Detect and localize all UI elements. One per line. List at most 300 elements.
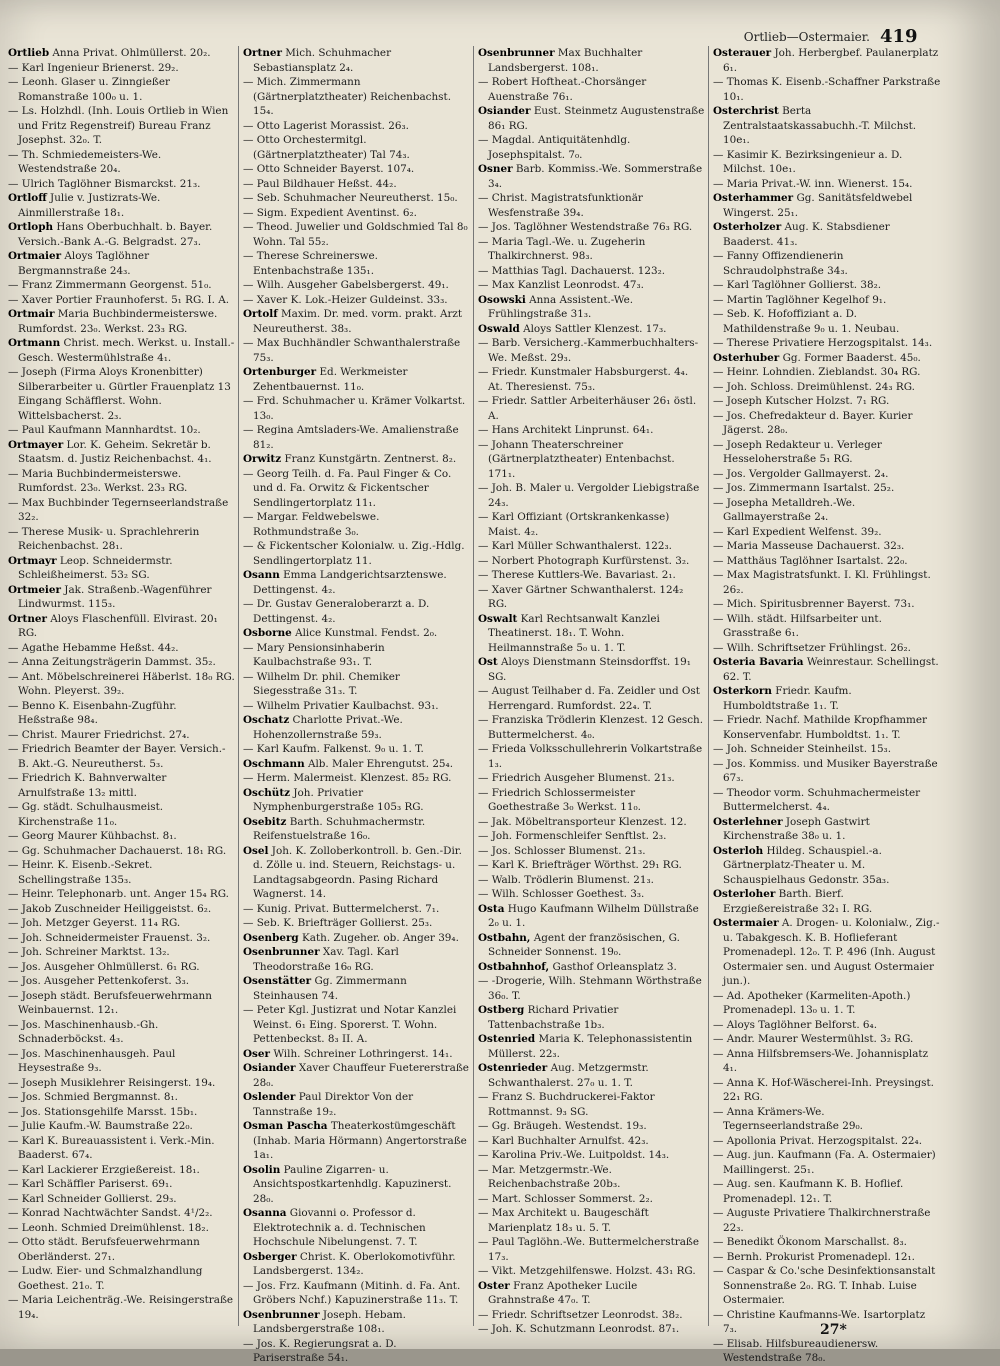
entry-details: Jak. Straßenb.-Wagenführer Lindwurmst. 115₃.	[18, 583, 212, 610]
directory-entry	[478, 1119, 705, 1134]
entry-surname: Osel	[243, 844, 269, 857]
directory-entry	[243, 699, 470, 714]
entry-details: — Christ. Magistratsfunktionär Wesfenstraße 39₄.	[478, 192, 643, 219]
directory-entry	[478, 902, 705, 931]
directory-entry	[243, 1119, 470, 1163]
directory-entry	[243, 510, 470, 539]
entry-details: — Friedrich Beamter der Bayer. Versich.-B. Akt.-G. Neureutherst. 5₃.	[8, 743, 226, 770]
directory-entry	[478, 1192, 705, 1207]
directory-entry	[8, 46, 235, 61]
entry-surname: Oswald	[478, 322, 520, 335]
directory-entry	[8, 829, 235, 844]
directory-entry	[243, 931, 470, 946]
entry-details: Lor. K. Geheim. Sekretär b. Staatsm. d. Justiz Reichenbachst. 4₁.	[18, 438, 212, 465]
directory-entry	[8, 307, 235, 336]
directory-entry	[713, 293, 941, 308]
directory-entry	[243, 423, 470, 452]
directory-entry	[478, 844, 705, 859]
directory-entry	[478, 786, 705, 815]
directory-entry	[713, 612, 941, 641]
directory-entry	[8, 583, 235, 612]
entry-details: Joh. K. Zolloberkontroll. b. Gen.-Dir. d. Zölle u. ind. Steuern, Reichstags- u. Landtagsabgeordn. Pasing Richard Wagnerst. 14.	[253, 844, 462, 900]
directory-entry	[8, 75, 235, 104]
directory-entry	[713, 989, 941, 1018]
entry-surname: Osterholzer	[713, 221, 782, 233]
directory-entry	[8, 916, 235, 931]
directory-entry	[478, 1163, 705, 1192]
page-number: 419	[880, 26, 918, 47]
entry-details: — Jakob Zuschneider Heiliggeistst. 6₂.	[8, 902, 212, 915]
directory-entry	[713, 496, 941, 525]
running-header: Ortlieb—Ostermaier.	[743, 30, 870, 44]
entry-details: Aloys Sattler Klenzest. 17₃.	[523, 322, 667, 335]
entry-details: — Heinr. K. Eisenb.-Sekret. Schellingstraße 135₃.	[8, 859, 153, 886]
entry-details: Franz Apotheker Lucile Grahnstraße 47₀. T.	[488, 1279, 638, 1306]
entry-surname: Ostbahn,	[478, 931, 531, 944]
directory-entry	[713, 1250, 941, 1265]
directory-entry	[8, 974, 235, 989]
directory-entry	[478, 829, 705, 844]
entry-surname: Ortmaier	[8, 250, 62, 262]
directory-entry	[243, 641, 470, 670]
entry-details: — Leonh. Schmied Dreimühlenst. 18₂.	[8, 1221, 209, 1234]
directory-entry	[243, 670, 470, 699]
directory-entry	[8, 249, 235, 278]
entry-details: — Theod. Juwelier und Goldschmied Tal 8₀ Wohn. Tal 55₂.	[243, 221, 468, 248]
directory-entry	[713, 365, 941, 380]
entry-details: — Xaver Gärtner Schwanthalerst. 124₂ RG.	[478, 583, 684, 610]
entry-surname: Osman Pascha	[243, 1120, 328, 1132]
entry-details: Hildeg. Schauspiel.-a. Gärtnerplatz-Theater u. M. Schauspielhaus Gedonstr. 35a₃.	[723, 844, 890, 886]
entry-surname: Ortmeier	[8, 583, 61, 596]
directory-entry	[8, 612, 235, 641]
entry-details: — Leonh. Glaser u. Zinngießer Romanstraße 100₀ u. 1.	[8, 76, 170, 103]
entry-details: Aug. K. Stabsdiener Baaderst. 41₃.	[723, 221, 890, 248]
entry-details: — Wilhelm Privatier Kaulbachst. 93₁.	[243, 699, 439, 712]
entry-details: — Xaver Portier Fraunhoferst. 5₁ RG. I. A.	[8, 293, 230, 306]
entry-details: — Wilh. Ausgeher Gabelsbergerst. 49₁.	[243, 279, 449, 291]
entry-details: — Jos. Zimmermann Isartalst. 25₂.	[713, 482, 895, 494]
entry-details: Weinrestaur. Schellingst. 62. T.	[723, 656, 939, 683]
entry-surname: Oslender	[243, 1091, 296, 1103]
directory-entry	[8, 278, 235, 293]
entry-details: — Christine Kaufmanns-We. Isartorplatz 7₃.	[713, 1308, 926, 1335]
entry-details: — Margar. Feldwebelswe. Rothmundstraße 3₀.	[243, 511, 380, 538]
directory-entry	[478, 1061, 705, 1090]
directory-entry	[8, 800, 235, 829]
directory-entry	[713, 1235, 941, 1250]
entry-surname: Ostermaier	[713, 917, 779, 929]
entry-surname: Ostenrieder	[478, 1062, 548, 1074]
directory-entry	[478, 568, 705, 583]
directory-entry	[478, 1322, 705, 1337]
directory-entry	[8, 148, 235, 177]
entry-details: — Max Buchbinder Tegernseerlandstraße 32₂.	[8, 496, 229, 523]
entry-details: Xaver Chauffeur Fuetererstraße 28₀.	[253, 1062, 469, 1089]
entry-details: — Benedikt Ökonom Marschallst. 8₃.	[713, 1236, 907, 1248]
entry-details: — Andr. Maurer Westermühlst. 3₂ RG.	[713, 1033, 914, 1045]
entry-surname: Oschmann	[243, 757, 305, 770]
directory-entry	[243, 293, 470, 308]
directory-entry	[713, 46, 941, 75]
entry-details: — Hans Architekt Linprunst. 64₁.	[478, 424, 654, 436]
directory-entry	[243, 394, 470, 423]
entry-surname: Ostbahnhof,	[478, 960, 550, 973]
entry-details: — Joseph Musiklehrer Reisingerst. 19₄.	[8, 1076, 216, 1089]
directory-entry	[243, 220, 470, 249]
directory-entry	[713, 394, 941, 409]
entry-surname: Osner	[478, 163, 513, 175]
entry-details: — Joh. Formenschleifer Senftlst. 2₃.	[478, 830, 667, 842]
entry-details: — Jos. Frz. Kaufmann (Mitinh. d. Fa. Ant. Gröbers Nchf.) Kapuzinerstraße 11₃. T.	[243, 1279, 461, 1306]
entry-details: — Anna Hilfsbremsers-We. Johannisplatz 4₁.	[713, 1047, 929, 1074]
directory-entry	[478, 1148, 705, 1163]
entry-details: — Heinr. Lohndien. Zieblandst. 30₄ RG.	[713, 366, 921, 378]
entry-details: — Magdal. Antiquitätenhdlg. Josephspitalst. 7₀.	[478, 134, 631, 161]
directory-entry	[713, 1076, 941, 1105]
directory-entry	[478, 481, 705, 510]
directory-entry	[713, 1047, 941, 1076]
entry-details: — Maria Masseuse Dachauerst. 32₃.	[713, 540, 905, 552]
entry-details: — Josepha Metalldreh.-We. Gallmayerstraße 2₄.	[713, 496, 856, 523]
directory-entry	[713, 713, 941, 742]
entry-details: — Paul Taglöhn.-We. Buttermelcherstraße 17₃.	[478, 1236, 700, 1263]
entry-details: Kath. Zugeher. ob. Anger 39₄.	[302, 931, 459, 944]
directory-entry	[8, 989, 235, 1018]
entry-details: Aloys Taglöhner Bergmannstraße 24₃.	[18, 250, 150, 277]
directory-entry	[478, 1003, 705, 1032]
directory-entry	[713, 351, 941, 366]
directory-entry	[478, 336, 705, 365]
entry-details: Karl Rechtsanwalt Kanzlei Theatinerst. 18₁. T. Wohn. Heilmannstraße 5₀ u. 1. T.	[488, 612, 660, 654]
directory-entry	[8, 61, 235, 76]
directory-entry	[478, 684, 705, 713]
entry-details: — Th. Schmiedemeisters-We. Westendstraße 20₄.	[8, 148, 162, 175]
entry-surname: Ortenburger	[243, 366, 317, 378]
directory-entry	[243, 568, 470, 597]
directory-entry	[8, 655, 235, 670]
entry-details: Barth. Bierf. Erzgießereistraße 32₁ I. RG.	[723, 888, 873, 915]
directory-column-2	[239, 46, 474, 1364]
entry-details: — Joseph (Firma Aloys Kronenbitter) Silberarbeiter u. Gürtler Frauenplatz 13 Eingang Schäfflerst. Wohn. Wittelsbacherst. 2₃.	[8, 366, 231, 422]
entry-details: Ed. Werkmeister Zehentbauernst. 11₀.	[253, 366, 408, 393]
entry-surname: Osenberg	[243, 931, 299, 944]
entry-details: — Thomas K. Eisenb.-Schaffner Parkstraße 10₁.	[713, 76, 941, 103]
directory-entry	[8, 960, 235, 975]
directory-entry	[713, 1206, 941, 1235]
entry-details: — Jos. Chefredakteur d. Bayer. Kurier Jägerst. 28₀.	[713, 409, 913, 436]
entry-details: — Aug. jun. Kaufmann (Fa. A. Ostermaier) Maillingerst. 25₁.	[713, 1149, 936, 1176]
entry-details: Pauline Zigarren- u. Ansichtspostkartenhdlg. Kapuzinerst. 28₀.	[253, 1163, 452, 1205]
entry-details: — Jak. Möbeltransporteur Klenzest. 12.	[478, 815, 687, 828]
entry-details: — Paul Bildhauer Heßst. 44₂.	[243, 177, 397, 190]
directory-entry	[8, 336, 235, 365]
entry-details: — Jos. Ausgeher Pettenkoferst. 3₃.	[8, 975, 190, 987]
entry-details: — Max Magistratsfunkt. I. Kl. Frühlingst. 26₂.	[713, 569, 931, 596]
directory-entry	[478, 1279, 705, 1308]
entry-details: — Kunig. Privat. Buttermelcherst. 7₁.	[243, 902, 440, 915]
directory-entry	[478, 713, 705, 742]
directory-entry	[243, 365, 470, 394]
entry-details: Gg. Former Baaderst. 45₀.	[782, 351, 921, 364]
directory-entry	[478, 278, 705, 293]
directory-entry	[243, 1337, 470, 1366]
directory-entry	[243, 1003, 470, 1047]
entry-surname: Ortmann	[8, 337, 61, 349]
entry-details: — Jos. Schlosser Blumenst. 21₃.	[478, 844, 646, 857]
entry-details: — Karl Lackierer Erzgießereist. 18₁.	[8, 1163, 200, 1176]
directory-entry	[478, 742, 705, 771]
entry-details: — Aloys Taglöhner Belforst. 6₄.	[713, 1018, 878, 1031]
entry-details: — Maria Tagl.-We. u. Zugeherin Thalkirchnerst. 98₃.	[478, 235, 646, 262]
entry-details: A. Drogen- u. Kolonialw., Zig.- u. Tabakgesch. K. B. Hoflieferant Promenadepl. 12₀. T. P. 496 (Inh. August Ostermaier sen. und August Ostermaier jun.).	[723, 917, 940, 987]
entry-details: — Julie Kaufm.-W. Baumstraße 22₀.	[8, 1120, 193, 1132]
entry-surname: Osenbrunner	[478, 47, 555, 59]
directory-entry	[8, 365, 235, 423]
entry-surname: Ostenried	[478, 1033, 536, 1045]
entry-details: Joh. Privatier Nymphenburgerstraße 105₃ RG.	[253, 786, 424, 813]
directory-entry	[478, 887, 705, 902]
directory-entry	[243, 974, 470, 1003]
entry-details: Theaterkostümgeschäft (Inhab. Maria Hörmann) Angertorstraße 1a₁.	[253, 1120, 467, 1161]
entry-details: — Anna Zeitungsträgerin Dammst. 35₂.	[8, 656, 216, 668]
entry-details: Anna Assistent.-We. Frühlingstraße 31₃.	[488, 293, 634, 320]
entry-details: Paul Direktor Von der Tannstraße 19₂.	[253, 1091, 414, 1118]
entry-details: — Mart. Schlosser Sommerst. 2₂.	[478, 1192, 653, 1205]
directory-entry	[8, 858, 235, 887]
directory-entry	[8, 945, 235, 960]
directory-entry	[8, 670, 235, 699]
entry-details: Alice Kunstmal. Fendst. 2₀.	[295, 627, 438, 639]
entry-details: Max Buchhalter Landsbergerst. 108₁.	[488, 47, 643, 74]
directory-entry	[243, 46, 470, 75]
directory-entry	[8, 1221, 235, 1236]
entry-details: — Gg. Schuhmacher Dachauerst. 18₁ RG.	[8, 844, 227, 857]
entry-details: — Max Kanzlist Leonrodst. 47₃.	[478, 279, 644, 291]
directory-entry	[8, 1293, 235, 1322]
entry-details: — Wilh. städt. Hilfsarbeiter unt. Grasstraße 6₁.	[713, 612, 882, 639]
entry-details: — Fanny Offizendienerin Schraudolphstraße 34₃.	[713, 250, 848, 277]
entry-surname: Osterlehner	[713, 815, 783, 828]
directory-entry	[713, 655, 941, 684]
entry-details: — Karl Offiziant (Ortskrankenkasse) Maist. 4₂.	[478, 511, 670, 538]
entry-details: — Friedr. Sattler Arbeiterhäuser 26₁ östl. A.	[478, 395, 697, 422]
directory-entry	[243, 1163, 470, 1207]
directory-entry	[8, 438, 235, 467]
entry-details: — Paul Kaufmann Mannhardtst. 10₂.	[8, 424, 201, 436]
entry-details: — Joh. Schloss. Dreimühlenst. 24₃ RG.	[713, 380, 915, 393]
directory-entry	[478, 1032, 705, 1061]
entry-details: — Georg Teilh. d. Fa. Paul Finger & Co. und d. Fa. Orwitz & Fickentscher Sendlingertorplatz 11₁.	[243, 467, 452, 509]
directory-entry	[478, 235, 705, 264]
entry-details: — Otto städt. Berufsfeuerwehrmann Oberländerst. 27₁.	[8, 1236, 200, 1263]
directory-entry	[243, 902, 470, 917]
entry-details: — Maria Privat.-W. inn. Wienerst. 15₄.	[713, 177, 913, 190]
directory-entry	[478, 394, 705, 423]
directory-entry	[713, 887, 941, 916]
directory-entry	[243, 278, 470, 293]
entry-details: — Otto Schneider Bayerst. 107₄.	[243, 163, 415, 175]
entry-details: — Joh. Schneidermeister Frauenst. 3₂.	[8, 931, 211, 944]
entry-surname: Osta	[478, 902, 505, 915]
entry-surname: Osterhammer	[713, 192, 794, 204]
directory-entry	[243, 771, 470, 786]
directory-entry	[713, 1177, 941, 1206]
entry-details: Christ. K. Oberlokomotivführ. Landsbergerst. 134₂.	[253, 1250, 456, 1277]
entry-details: Julie v. Justizrats-We. Ainmillerstraße 18₁.	[18, 192, 161, 219]
entry-details: — Jos. Ausgeher Ohlmüllerst. 6₁ RG.	[8, 960, 200, 973]
directory-entry	[478, 974, 705, 1003]
entry-details: Maxim. Dr. med. vorm. prakt. Arzt Neureutherst. 38₃.	[253, 308, 463, 335]
directory-entry	[713, 1264, 941, 1308]
entry-details: — Auguste Privatiere Thalkirchnerstraße 22₃.	[713, 1207, 931, 1234]
entry-details: — Karl K. Bureauassistent i. Verk.-Min. Baaderst. 67₄.	[8, 1134, 215, 1161]
directory-entry	[713, 191, 941, 220]
entry-details: Gasthof Orleansplatz 3.	[552, 960, 677, 973]
directory-entry	[713, 380, 941, 395]
entry-details: — Karl Kaufm. Falkenst. 9₀ u. 1. T.	[243, 743, 424, 755]
directory-entry	[478, 423, 705, 438]
directory-entry	[478, 612, 705, 656]
entry-surname: Oschatz	[243, 714, 290, 726]
directory-entry	[478, 162, 705, 191]
entry-details: — Jos. Kommiss. und Musiker Bayerstraße 67₃.	[713, 757, 938, 784]
directory-entry	[713, 278, 941, 293]
entry-details: Mich. Schuhmacher Sebastiansplatz 2₄.	[253, 47, 392, 74]
entry-details: Hans Oberbuchhalt. b. Bayer. Versich.-Bank A.-G. Belgradst. 27₃.	[18, 221, 213, 248]
directory-entry	[8, 1192, 235, 1207]
directory-entry	[713, 1134, 941, 1149]
entry-surname: Osenbrunner	[243, 946, 320, 958]
entry-details: — Barb. Versicherg.-Kammerbuchhalters-We. Meßst. 29₃.	[478, 337, 699, 364]
entry-details: — Karl Ingenieur Brienerst. 29₂.	[8, 61, 179, 74]
entry-details: Joh. Herbergbef. Paulanerplatz 6₁.	[723, 47, 939, 74]
entry-details: — Georg Maurer Kühbachst. 8₁.	[8, 830, 177, 842]
directory-entry	[8, 423, 235, 438]
entry-details: — Karolina Priv.-We. Luitpoldst. 14₃.	[478, 1149, 670, 1161]
directory-entry	[713, 815, 941, 844]
directory-entry	[243, 1061, 470, 1090]
directory-entry	[713, 641, 941, 656]
entry-details: — Peter Kgl. Justizrat und Notar Kanzlei Weinst. 6₁ Eing. Sporerst. T. Wohn. Pettenbeckst. 8₃ II. A.	[243, 1004, 457, 1045]
directory-entry	[478, 873, 705, 888]
directory-entry	[243, 539, 470, 568]
entry-details: Xav. Tagl. Karl Theodorstraße 16₀ RG.	[253, 946, 399, 973]
entry-details: — Xaver K. Lok.-Heizer Guldeinst. 33₃.	[243, 293, 448, 306]
directory-entry	[478, 438, 705, 482]
directory-entry	[243, 916, 470, 931]
directory-columns	[4, 46, 954, 1364]
directory-entry	[713, 75, 941, 104]
entry-details: — Apollonia Privat. Herzogspitalst. 22₄.	[713, 1134, 923, 1147]
entry-details: — Maria Leichenträg.-We. Reisingerstraße 19₄.	[8, 1294, 234, 1321]
entry-details: Friedr. Kaufm. Humboldtstraße 1₁. T.	[723, 685, 852, 712]
entry-details: Barth. Schuhmachermstr. Reifenstuelstraße 16₀.	[253, 815, 426, 842]
directory-entry	[478, 104, 705, 133]
directory-entry	[713, 786, 941, 815]
entry-details: — Franz S. Buchdruckerei-Faktor Rottmannst. 9₃ SG.	[478, 1091, 655, 1118]
entry-surname: Osterauer	[713, 47, 772, 59]
directory-entry	[243, 1090, 470, 1119]
directory-entry	[8, 931, 235, 946]
entry-details: — Mar. Metzgermstr.-We. Reichenbachstraße 20b₃.	[478, 1163, 621, 1190]
directory-entry	[8, 887, 235, 902]
directory-entry	[713, 177, 941, 192]
entry-details: — Heinr. Telephonarb. unt. Anger 15₄ RG.	[8, 888, 229, 900]
entry-surname: Osterkorn	[713, 685, 772, 697]
directory-entry	[713, 1018, 941, 1033]
directory-entry	[243, 1308, 470, 1337]
entry-details: — Jos. Taglöhner Westendstraße 76₃ RG.	[478, 221, 693, 233]
entry-details: — Aug. sen. Kaufmann K. B. Hoflief. Promenadepl. 12₁. T.	[713, 1178, 904, 1205]
entry-details: Gg. Sanitätsfeldwebel Wingerst. 25₁.	[723, 192, 913, 219]
directory-entry	[478, 655, 705, 684]
entry-details: — Therese Schreinerswe. Entenbachstraße 135₁.	[243, 250, 378, 277]
directory-entry	[243, 162, 470, 177]
entry-details: — Karl K. Briefträger Wörthst. 29₁ RG.	[478, 859, 682, 871]
entry-details: Emma Landgerichtsarztenswe. Dettingenst. 4₂.	[253, 569, 447, 596]
entry-details: — Therese Musik- u. Sprachlehrerin Reichenbachst. 28₁.	[8, 525, 200, 552]
entry-details: — Seb. K. Hofoffiziant a. D. Mathildenstraße 9₀ u. 1. Neubau.	[713, 308, 900, 335]
directory-entry	[8, 699, 235, 728]
entry-surname: Oser	[243, 1047, 270, 1060]
entry-details: — Anna Krämers-We. Tegernseerlandstraße 29₀.	[713, 1105, 863, 1132]
directory-entry	[713, 1148, 941, 1177]
entry-details: — Friedr. Kunstmaler Habsburgerst. 4₄. At. Theresienst. 75₃.	[478, 366, 689, 393]
directory-entry	[8, 467, 235, 496]
directory-entry	[478, 264, 705, 279]
directory-entry	[8, 1090, 235, 1105]
directory-entry	[478, 510, 705, 539]
directory-entry	[478, 1235, 705, 1264]
entry-details: Richard Privatier Tattenbachstraße 1b₃.	[488, 1004, 619, 1031]
directory-entry	[8, 1047, 235, 1076]
entry-surname: Ortmayer	[8, 438, 64, 451]
directory-entry	[243, 1047, 470, 1062]
entry-surname: Ortner	[8, 612, 47, 625]
directory-entry	[713, 568, 941, 597]
directory-entry	[8, 177, 235, 192]
directory-entry	[478, 75, 705, 104]
directory-entry	[478, 554, 705, 569]
directory-entry	[8, 742, 235, 771]
directory-entry	[713, 307, 941, 336]
entry-surname: Osiander	[478, 105, 531, 117]
directory-entry	[243, 119, 470, 134]
directory-entry	[8, 1206, 235, 1221]
directory-entry	[243, 844, 470, 902]
entry-surname: Osiander	[243, 1062, 296, 1074]
directory-entry	[243, 1250, 470, 1279]
entry-details: — Karl Expedient Welfenst. 39₂.	[713, 525, 882, 538]
entry-details: — Herm. Malermeist. Klenzest. 85₂ RG.	[243, 772, 452, 784]
entry-details: Aloys Flaschenfüll. Elvirast. 20₁ RG.	[18, 612, 218, 639]
entry-details: — Joh. B. Maler u. Vergolder Liebigstraße 24₃.	[478, 482, 700, 509]
entry-details: — Jos. Stationsgehilfe Marsst. 15b₁.	[8, 1105, 198, 1118]
entry-surname: Ostberg	[478, 1004, 525, 1016]
entry-surname: Osterhuber	[713, 351, 780, 364]
entry-details: — Franz Zimmermann Georgenst. 51₀.	[8, 279, 212, 291]
directory-entry	[8, 1264, 235, 1293]
directory-entry	[8, 554, 235, 583]
directory-entry	[713, 148, 941, 177]
entry-surname: Osowski	[478, 293, 526, 306]
directory-entry	[713, 684, 941, 713]
directory-entry	[8, 496, 235, 525]
directory-entry	[243, 249, 470, 278]
directory-entry	[243, 336, 470, 365]
entry-details: — Friedrich K. Bahnverwalter Arnulfstraße 13₂ mittl.	[8, 772, 167, 799]
